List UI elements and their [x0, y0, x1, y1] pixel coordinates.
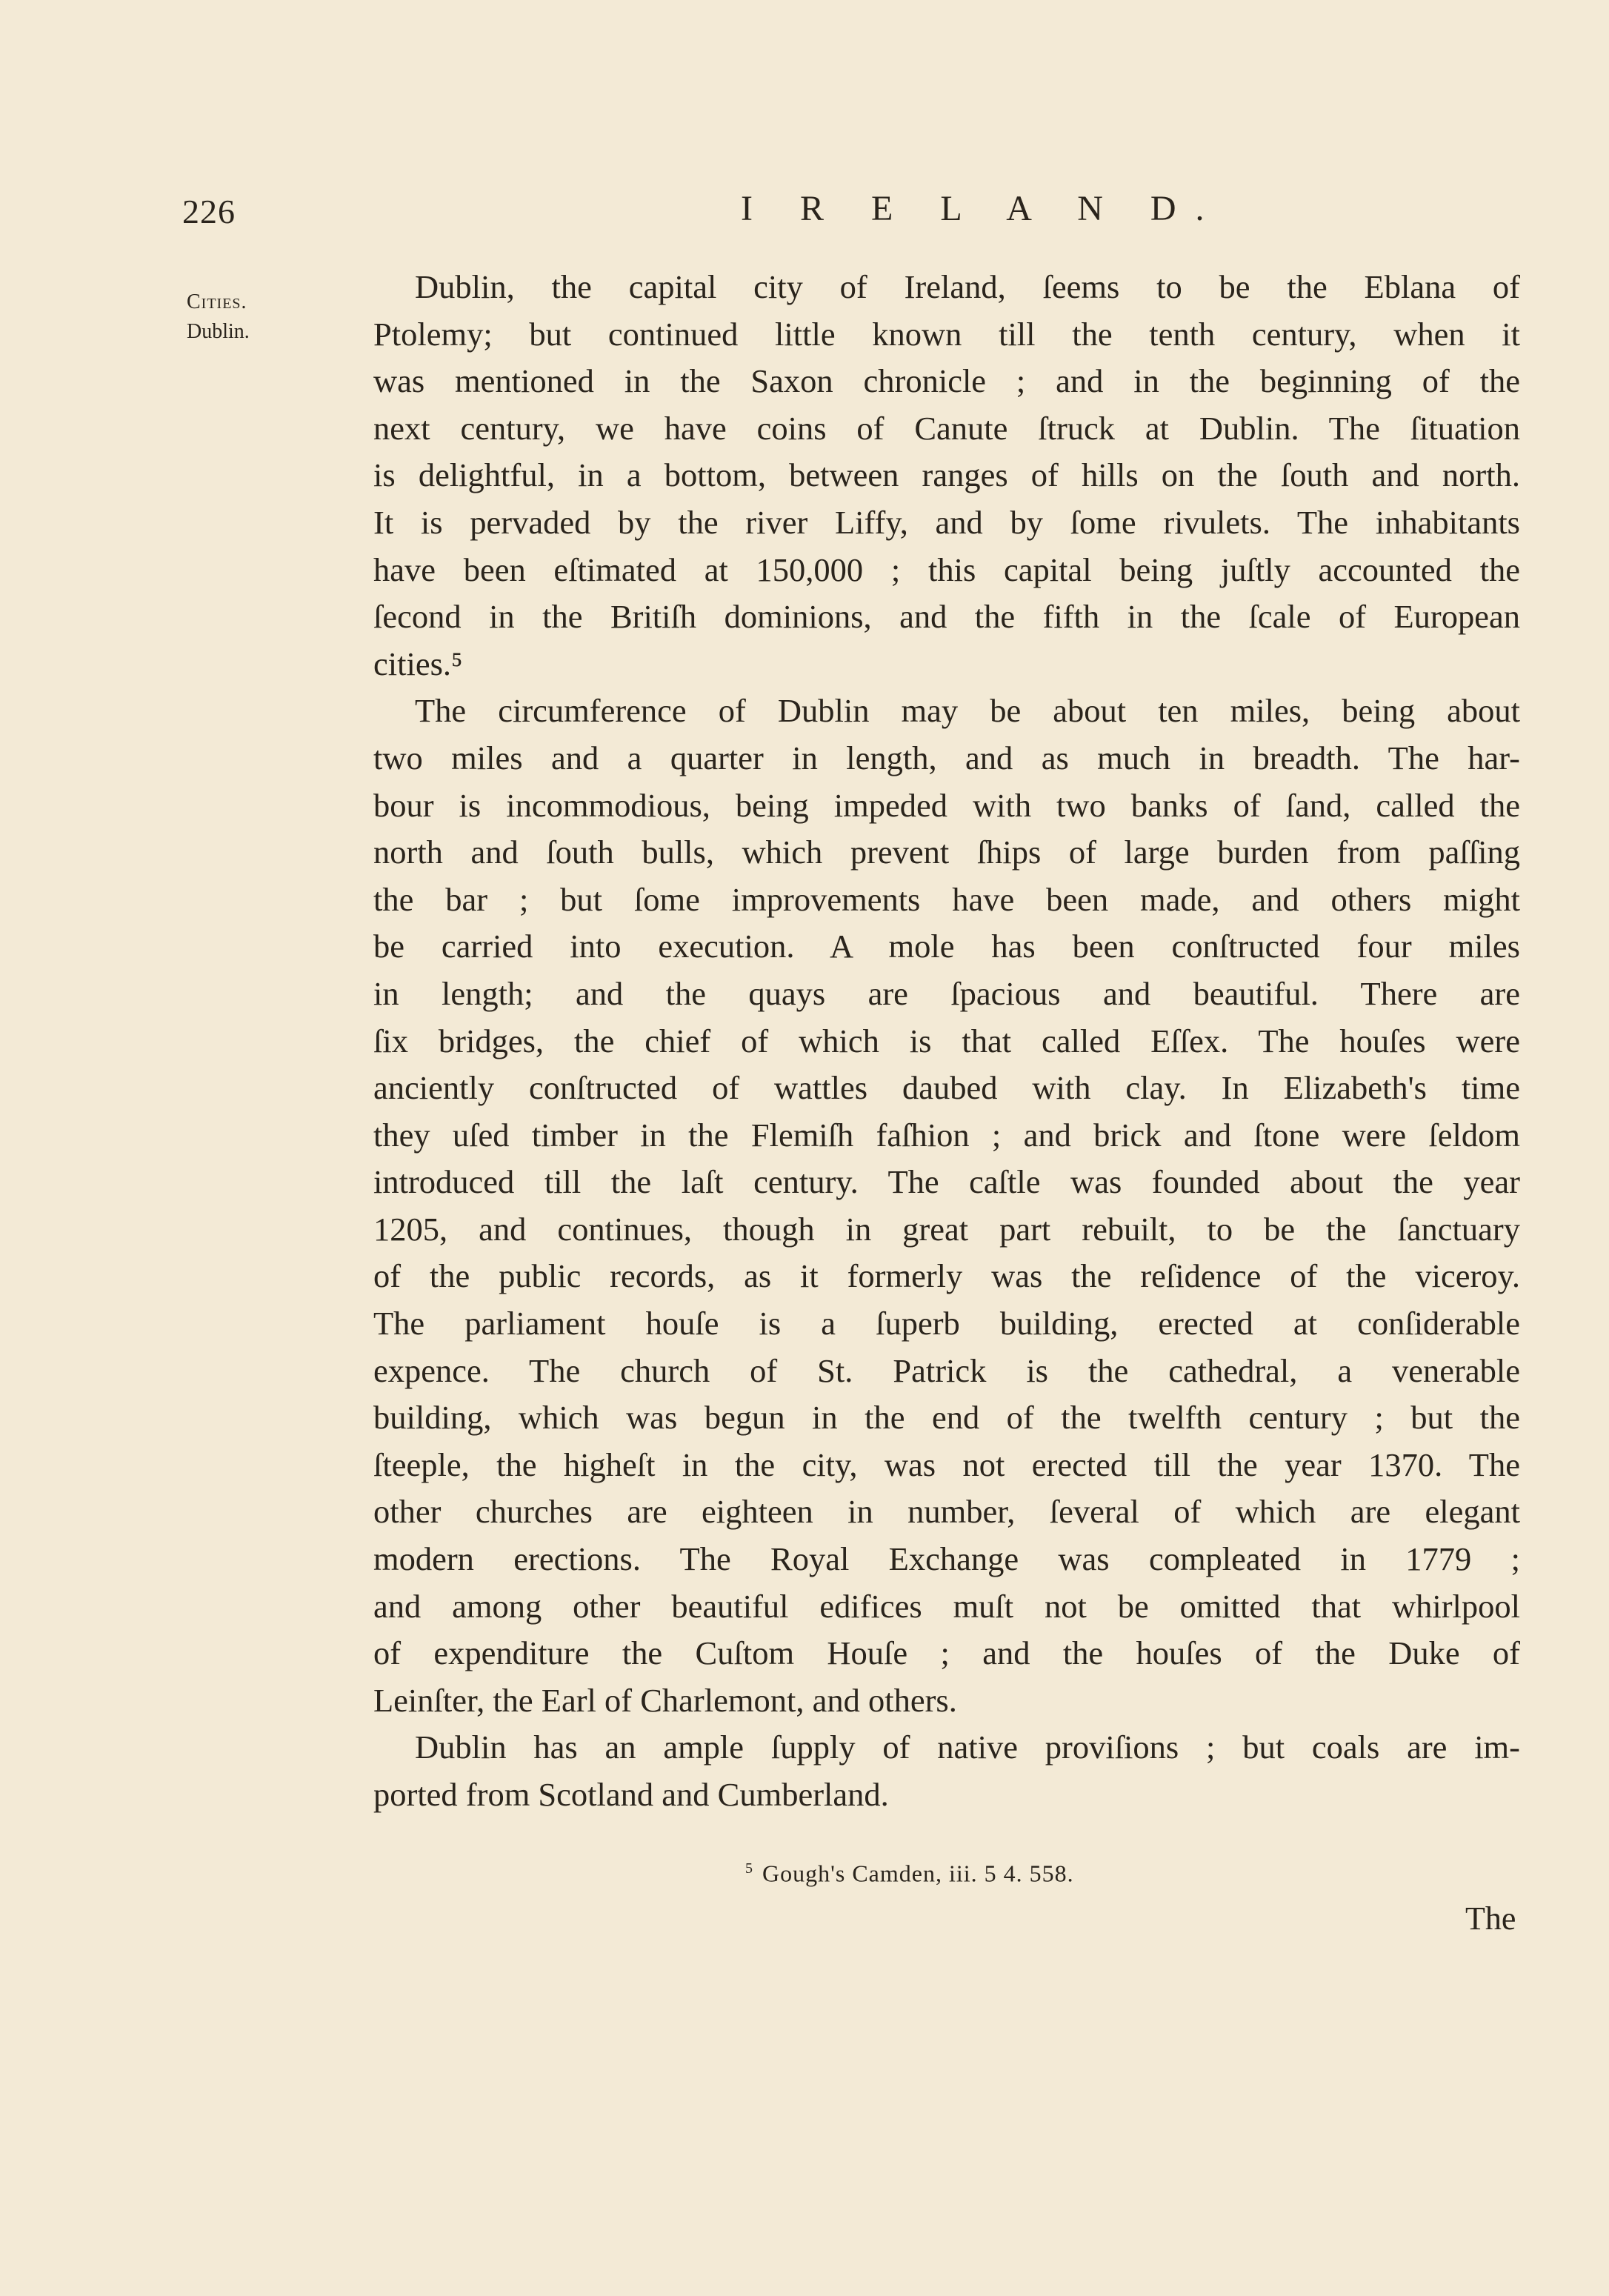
text-line: 1205, and continues, though in great part rebuilt, to be the ſanctuary	[373, 1210, 1520, 1248]
text-line: the bar ; but ſome improvements have been made, and others might	[373, 880, 1520, 918]
page-number: 226	[182, 193, 236, 230]
margin-note-dublin: Dublin.	[187, 320, 250, 343]
text-line: in length; and the quays are ſpacious and beautiful. There are	[373, 974, 1520, 1012]
text-line: ſteeple, the higheſt in the city, was not erected till the year 1370. The	[373, 1445, 1520, 1483]
text-line: next century, we have coins of Canute ſtruck at Dublin. The ſituation	[373, 409, 1520, 447]
footnote-text: Gough's Camden, iii. 5 4. 558.	[762, 1860, 1074, 1887]
text-line: have been eſtimated at 150,000 ; this capital being juſtly accounted the	[373, 550, 1520, 588]
running-head: I R E L A N D.	[741, 189, 1224, 228]
text-line: expence. The church of St. Patrick is the cathedral, a venerable	[373, 1351, 1520, 1389]
footnote-mark: 5	[745, 1860, 753, 1877]
text-line: Dublin has an ample ſupply of native proviſions ; but coals are im-	[415, 1728, 1520, 1766]
text-line: was mentioned in the Saxon chronicle ; and in the beginning of the	[373, 362, 1520, 400]
text-line: is delightful, in a bottom, between ranges of hills on the ſouth and north.	[373, 456, 1520, 494]
text-line: It is pervaded by the river Liffy, and by ſome rivulets. The inhabitants	[373, 503, 1520, 541]
text-line: other churches are eighteen in number, ſeveral of which are elegant	[373, 1493, 1520, 1531]
text-line: Leinſter, the Earl of Charlemont, and others.	[373, 1681, 957, 1719]
text-line: ſecond in the Britiſh dominions, and the fifth in the ſcale of European	[373, 598, 1520, 636]
text-line: they uſed timber in the Flemiſh faſhion ; and brick and ſtone were ſeldom	[373, 1116, 1520, 1154]
text-line: ported from Scotland and Cumberland.	[373, 1776, 889, 1813]
paragraph	[373, 264, 1520, 688]
text-line: modern erections. The Royal Exchange was compleated in 1779 ;	[373, 1540, 1520, 1578]
footnote	[745, 1852, 1074, 1890]
text-line: of expenditure the Cuſtom Houſe ; and the houſes of the Duke of	[373, 1634, 1520, 1672]
text-line: of the public records, as it formerly was the reſidence of the viceroy.	[373, 1257, 1520, 1295]
text-line: introduced till the laſt century. The caſtle was founded about the year	[373, 1163, 1520, 1201]
text-line: two miles and a quarter in length, and as much in breadth. The har-	[373, 739, 1520, 776]
text-line: anciently conſtructed of wattles daubed with clay. In Elizabeth's time	[373, 1069, 1520, 1107]
text-line: be carried into execution. A mole has been conſtructed four miles	[373, 928, 1520, 965]
margin-notes	[187, 287, 335, 347]
text-line: The parliament houſe is a ſuperb building, erected at conſiderable	[373, 1305, 1520, 1342]
body-text	[373, 264, 1520, 1819]
margin-note-cities: Cities.	[187, 290, 247, 313]
text-line: The circumference of Dublin may be about ten miles, being about	[415, 692, 1520, 730]
text-line: north and ſouth bulls, which prevent ſhips of large burden from paſſing	[373, 833, 1520, 871]
paragraph	[373, 688, 1520, 1724]
text-line: ſix bridges, the chief of which is that called Eſſex. The houſes were	[373, 1022, 1520, 1059]
text-line: building, which was begun in the end of the twelfth century ; but the	[373, 1399, 1520, 1437]
paragraph	[373, 1724, 1520, 1818]
catchword: The	[1465, 1900, 1516, 1937]
text-line: bour is incommodious, being impeded with two banks of ſand, called the	[373, 786, 1520, 824]
text-line: Dublin, the capital city of Ireland, ſeems to be the Eblana of	[415, 268, 1520, 305]
text-line: Ptolemy; but continued little known till the tenth century, when it	[373, 315, 1520, 353]
text-line: cities.⁵	[373, 645, 463, 682]
text-line: and among other beautiful edifices muſt not be omitted that whirlpool	[373, 1587, 1520, 1625]
